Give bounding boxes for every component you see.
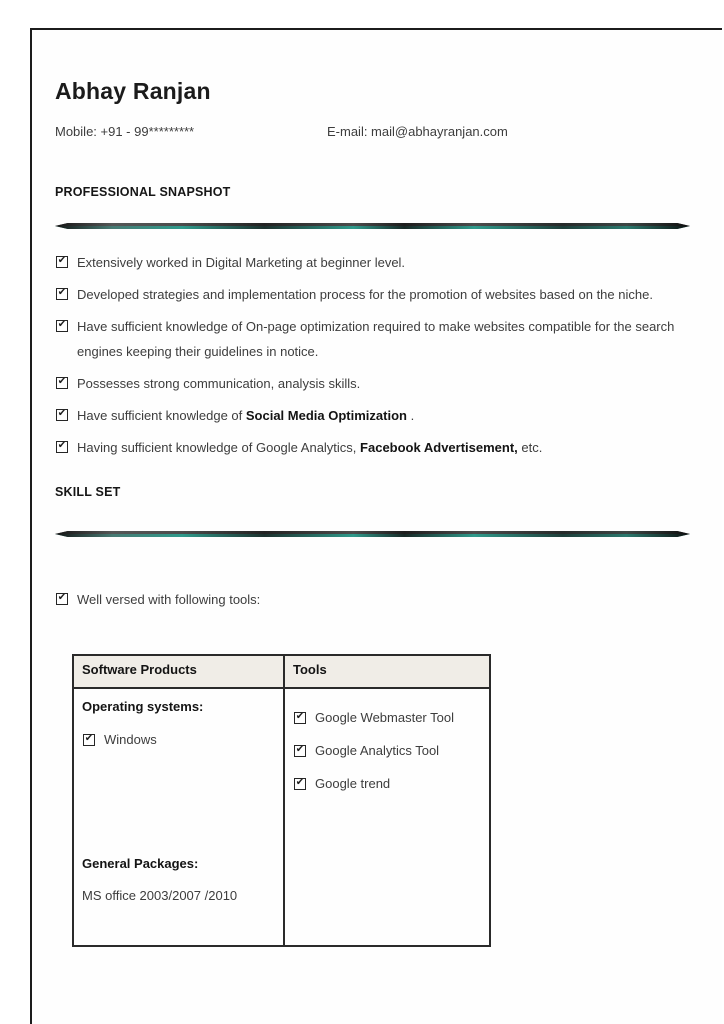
software-products-cell xyxy=(73,688,284,946)
skill-set-intro-wrap xyxy=(55,587,690,612)
checked-checkbox-icon: ✔ xyxy=(57,287,67,298)
snapshot-bullet xyxy=(55,371,690,396)
snapshot-bullet-list xyxy=(55,250,690,460)
general-packages-text: MS office 2003/2007 /2010 xyxy=(82,888,238,903)
checked-checkbox-icon: ✔ xyxy=(57,408,67,419)
os-item xyxy=(82,730,275,750)
tool-item xyxy=(293,774,481,794)
page-border-frame xyxy=(30,28,722,1024)
section-divider xyxy=(55,223,690,229)
os-item-text: Windows xyxy=(104,732,157,747)
bullet-text: Have sufficient knowledge of On-page optimization required to make websites compatible for the search engines keeping their guidelines in notice. xyxy=(77,319,675,359)
checked-checkbox-icon: ✔ xyxy=(57,255,67,266)
table-header-row xyxy=(73,655,490,688)
general-packages-title: General Packages: xyxy=(82,856,199,871)
snapshot-bullet xyxy=(55,403,690,428)
candidate-name: Abhay Ranjan xyxy=(55,78,211,104)
skill-set-heading: SKILL SET xyxy=(55,485,121,499)
bullet-text: Possesses strong communication, analysis skills. xyxy=(77,376,361,391)
section-divider xyxy=(55,531,690,537)
bullet-text: . xyxy=(406,408,415,423)
bullet-text: Have sufficient knowledge of xyxy=(77,408,246,423)
bullet-text: Having sufficient knowledge of Google Analytics, xyxy=(77,440,361,455)
page-content xyxy=(32,30,722,947)
checked-checkbox-icon: ✔ xyxy=(295,711,305,722)
tool-item xyxy=(293,741,481,761)
operating-systems-title: Operating systems: xyxy=(82,699,204,714)
snapshot-bullet xyxy=(55,314,690,364)
bullet-text-bold: Facebook Advertisement, xyxy=(360,440,518,455)
snapshot-bullet xyxy=(55,435,690,460)
snapshot-bullet xyxy=(55,250,690,275)
snapshot-bullet xyxy=(55,282,690,307)
column-header-tools: Tools xyxy=(284,655,490,688)
checked-checkbox-icon: ✔ xyxy=(57,440,67,451)
tools-cell xyxy=(284,688,490,946)
checked-checkbox-icon: ✔ xyxy=(295,744,305,755)
checked-checkbox-icon: ✔ xyxy=(84,733,94,744)
professional-snapshot-heading: PROFESSIONAL SNAPSHOT xyxy=(55,185,231,199)
tool-item-text: Google trend xyxy=(315,776,391,791)
checked-checkbox-icon: ✔ xyxy=(295,777,305,788)
bullet-text: etc. xyxy=(517,440,543,455)
bullet-text: Developed strategies and implementation process for the promotion of websites based on the niche. xyxy=(77,287,653,302)
table-body-row xyxy=(73,688,490,946)
cell-spacer xyxy=(82,750,275,852)
tool-item-text: Google Analytics Tool xyxy=(315,743,440,758)
column-header-software-products: Software Products xyxy=(73,655,284,688)
checked-checkbox-icon: ✔ xyxy=(57,376,67,387)
checked-checkbox-icon: ✔ xyxy=(57,592,67,603)
tool-item-text: Google Webmaster Tool xyxy=(315,710,454,725)
checked-checkbox-icon: ✔ xyxy=(57,319,67,330)
bullet-text-bold: Social Media Optimization xyxy=(245,408,407,423)
skill-set-intro-bullet xyxy=(55,587,690,612)
tool-item xyxy=(293,708,481,728)
email-address: E-mail: mail@abhayranjan.com xyxy=(327,124,508,139)
bullet-text: Well versed with following tools: xyxy=(77,592,261,607)
mobile-number: Mobile: +91 - 99********* xyxy=(55,124,195,139)
contact-row xyxy=(55,124,690,140)
bullet-text: Extensively worked in Digital Marketing at beginner level. xyxy=(77,255,406,270)
skills-table xyxy=(72,654,491,947)
